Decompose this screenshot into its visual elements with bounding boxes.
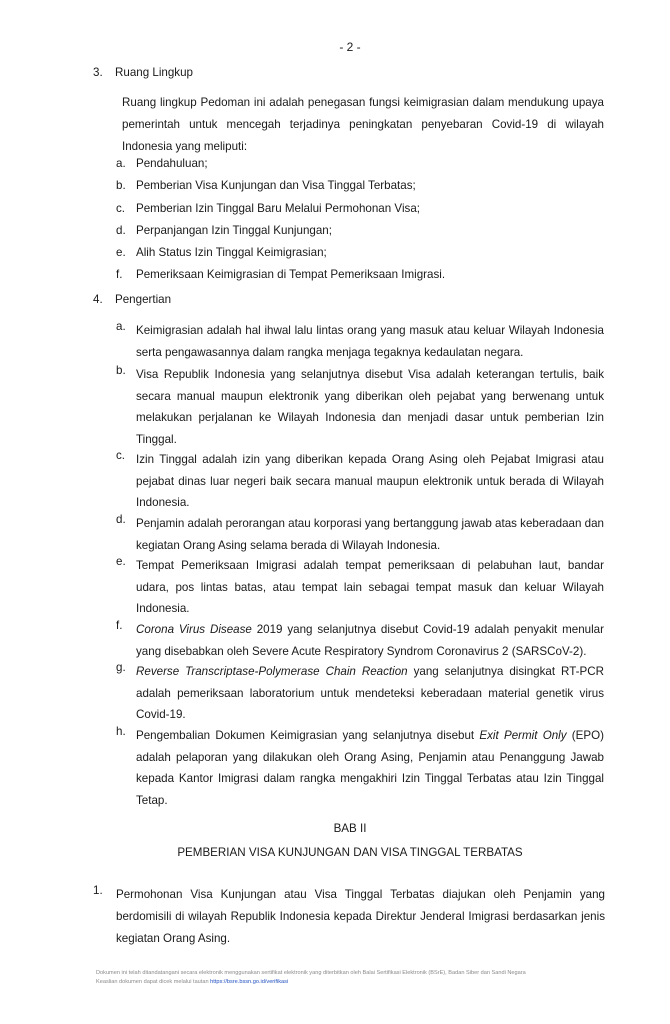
- section-3-title: Ruang Lingkup: [115, 66, 193, 79]
- definition-item: [116, 449, 604, 513]
- chapter-title: PEMBERIAN VISA KUNJUNGAN DAN VISA TINGGAL TERBATAS: [177, 846, 523, 859]
- section-4-number: 4.: [93, 293, 103, 306]
- definition-body: yang selanjutnya disingkat RT-PCR adalah pemeriksaan laboratorium untuk mendeteksi keberadaan material genetik virus Covid-19.: [136, 665, 604, 721]
- definition-body: Keimigrasian adalah hal ihwal lalu lintas orang yang masuk atau keluar Wilayah Indonesia serta pengawasannya dalam rangka menjaga tegaknya kedaulatan negara.: [136, 324, 604, 359]
- list-item: [116, 220, 604, 242]
- list-text: Pemberian Visa Kunjungan dan Visa Tinggal Terbatas;: [136, 179, 416, 193]
- definition-item: [116, 555, 604, 619]
- e-signature-footer: [96, 969, 616, 987]
- list-item: [116, 242, 604, 264]
- definition-body: Pengembalian Dokumen Keimigrasian yang selanjutnya disebut: [136, 729, 480, 742]
- list-marker: f.: [116, 268, 123, 282]
- section-3-intro: Ruang lingkup Pedoman ini adalah penegasan fungsi keimigrasian dalam mendukung upaya pemerintah untuk mencegah terjadinya peningkatan penyebaran Covid-19 di wilayah Indonesia yang meliputi:: [122, 96, 604, 153]
- definitions-list: [116, 320, 604, 811]
- list-marker: e.: [116, 246, 126, 260]
- list-marker: b.: [116, 179, 126, 193]
- definition-text: [136, 364, 604, 449]
- section-3-heading: [93, 66, 193, 79]
- scope-list: [116, 153, 604, 287]
- definition-italic-term: Exit Permit Only: [479, 729, 567, 742]
- footer-verify-line: [96, 978, 616, 987]
- definition-text: [136, 555, 604, 619]
- chapter-item-1: [93, 884, 605, 950]
- verification-link[interactable]: https://bsre.bssn.go.id/verifikasi: [210, 979, 289, 985]
- definition-body: Penjamin adalah perorangan atau korporasi yang bertanggung jawab atas keberadaan dan kegiatan Orang Asing selama berada di Wilayah Indonesia.: [136, 517, 604, 552]
- definition-text: [136, 320, 604, 364]
- chapter-item-text: Permohonan Visa Kunjungan atau Visa Tinggal Terbatas diajukan oleh Penjamin yang berdomisili di wilayah Republik Indonesia kepada Direktur Jenderal Imigrasi berdasarkan jenis kegiatan Orang Asing.: [116, 888, 605, 945]
- definition-italic-term: Corona Virus Disease: [136, 623, 252, 636]
- list-marker: b.: [116, 364, 126, 377]
- list-text: Pemeriksaan Keimigrasian di Tempat Pemeriksaan Imigrasi.: [136, 268, 446, 282]
- list-marker: h.: [116, 725, 126, 738]
- page-number: - 2 -: [339, 40, 361, 54]
- section-3-number: 3.: [93, 66, 103, 79]
- definition-item: [116, 619, 604, 661]
- definition-body: (EPO) adalah pelaporan yang dilakukan oleh Orang Asing, Penjamin atau Penanggung Jawab kepada Kantor Imigrasi dalam rangka mengakhiri Izin Tinggal Terbatas atau Izin Tinggal Tetap.: [136, 729, 604, 807]
- footer-verify-prefix: Keaslian dokumen dapat dicek melalui tautan: [96, 979, 211, 985]
- list-item: [116, 264, 604, 286]
- definition-body: 2019 yang selanjutnya disebut Covid-19 adalah penyakit menular yang disebabkan oleh Severe Acute Respiratory Syndrom Coronavirus 2 (SARSCoV-2).: [136, 623, 604, 658]
- definition-item: [116, 320, 604, 364]
- list-marker: c.: [116, 449, 126, 462]
- list-marker: e.: [116, 555, 126, 568]
- definition-text: [136, 725, 604, 811]
- list-text: Pendahuluan;: [136, 157, 208, 170]
- definition-italic-term: Reverse Transcriptase-Polymerase Chain Reaction: [136, 665, 408, 678]
- list-marker: d.: [116, 223, 126, 237]
- definition-text: [136, 661, 604, 725]
- list-text: Pemberian Izin Tinggal Baru Melalui Permohonan Visa;: [136, 201, 420, 215]
- definition-text: [136, 449, 604, 513]
- section-4-title: Pengertian: [115, 293, 172, 306]
- list-text: Perpanjangan Izin Tinggal Kunjungan;: [136, 223, 332, 237]
- list-marker: c.: [116, 201, 126, 215]
- footer-signature-note: Dokumen ini telah ditandatangani secara elektronik menggunakan sertifikat elektronik yang diterbitkan oleh Balai Sertifikasi Elektronik (BSrE), Badan Siber dan Sandi Negara: [96, 970, 526, 976]
- definition-body: Visa Republik Indonesia yang selanjutnya disebut Visa adalah keterangan tertulis, baik secara manual maupun elektronik yang diberikan oleh pejabat yang berwenang untuk melakukan perjalanan ke Wilayah Indonesia dan menjadi dasar untuk pemberian Izin Tinggal.: [136, 368, 604, 446]
- definition-body: Tempat Pemeriksaan Imigrasi adalah tempat pemeriksaan di pelabuhan laut, bandar udara, pos lintas batas, atau tempat lain sebagai tempat masuk dan keluar Wilayah Indonesia.: [136, 559, 604, 615]
- list-marker: a.: [116, 320, 126, 333]
- list-item: [116, 198, 604, 220]
- list-item: [116, 153, 604, 175]
- list-text: Alih Status Izin Tinggal Keimigrasian;: [136, 246, 327, 260]
- list-item: [116, 175, 604, 197]
- definition-body: Izin Tinggal adalah izin yang diberikan kepada Orang Asing oleh Pejabat Imigrasi atau pejabat dinas luar negeri baik secara manual maupun elektronik untuk berada di Wilayah Indonesia.: [136, 453, 604, 509]
- list-marker: a.: [116, 157, 126, 170]
- section-4-heading: [93, 293, 171, 306]
- chapter-item-number: 1.: [93, 884, 103, 897]
- definition-item: [116, 513, 604, 555]
- list-marker: d.: [116, 513, 126, 526]
- definition-item: [116, 725, 604, 811]
- chapter-label: BAB II: [333, 822, 367, 835]
- definition-text: [136, 619, 604, 661]
- list-marker: f.: [116, 619, 123, 632]
- definition-text: [136, 513, 604, 555]
- definition-item: [116, 661, 604, 725]
- definition-item: [116, 364, 604, 449]
- list-marker: g.: [116, 661, 126, 674]
